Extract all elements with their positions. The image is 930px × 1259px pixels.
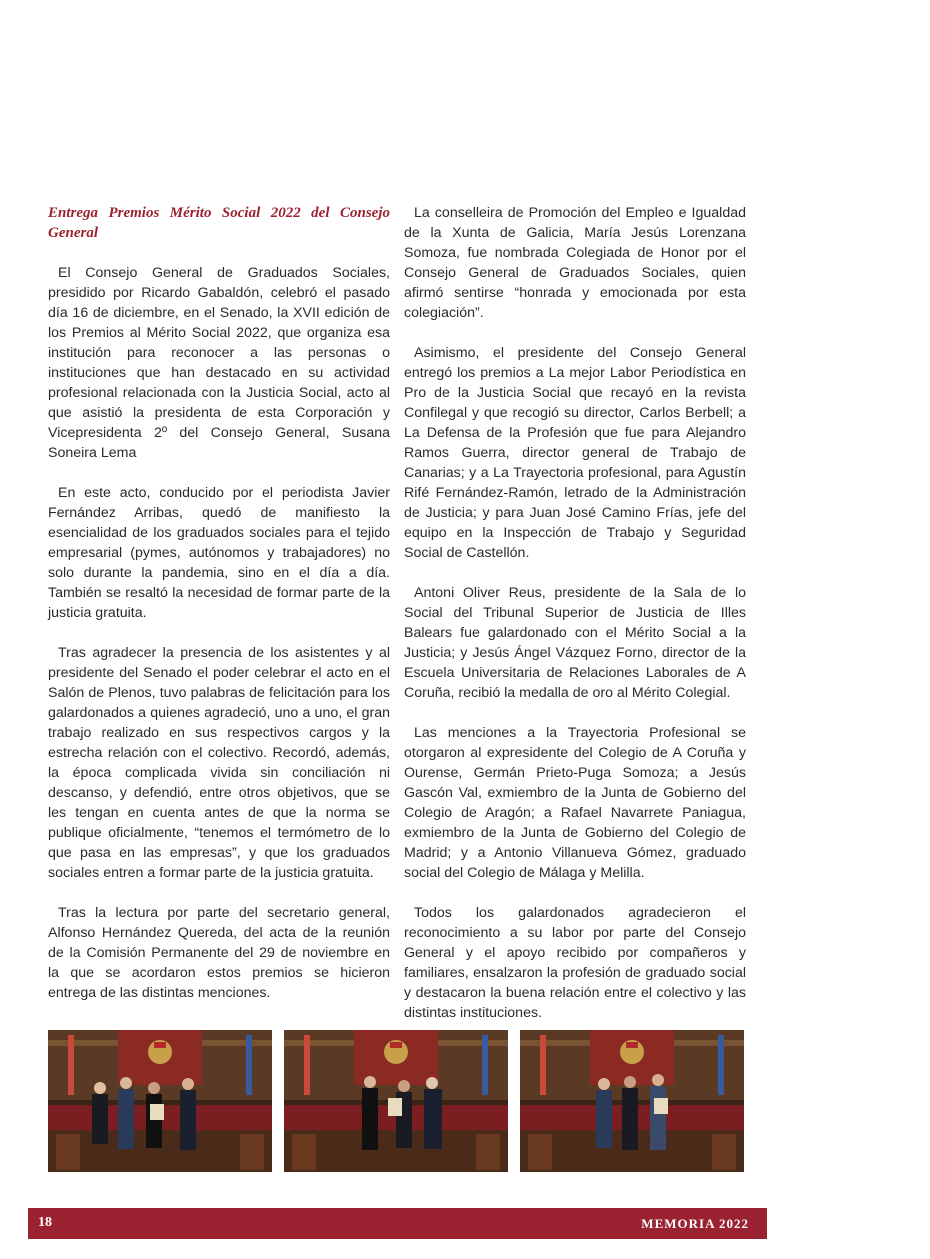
footer-bar: [28, 1208, 767, 1239]
award-photo-1: [48, 1030, 272, 1172]
article-paragraph: Tras la lectura por parte del secretario general, Alfonso Hernández Quereda, del acta de la reunión de la Comisión Permanente del 29 de noviembre en la que se acordaron estos premios se hicieron entrega de las distintas menciones.: [48, 905, 390, 1001]
article-paragraph: Tras agradecer la presencia de los asistentes y al presidente del Senado el poder celebrar el acto en el Salón de Plenos, tuvo palabras de felicitación para los galardonados a quienes agradeció, uno a uno, el gran trabajo realizado en sus respectivos cargos y la estrecha relación con el colectivo. Recordó, además, la época complicada vivida sin conciliación ni descanso, y defendió, entre otros objetivos, que se les tengan en cuenta antes de que la norma se publique oficialmente, “tenemos el termómetro de lo que pasa en las empresas”, y que los graduados sociales entren a formar parte de la justicia gratuita.: [48, 645, 390, 881]
article-paragraph: Las menciones a la Trayectoria Profesional se otorgaron al expresidente del Colegio de A Coruña y Ourense, Germán Prieto-Puga Somoza; a Jesús Gascón Val, exmiembro de la Junta de Gobierno del Colegio de Aragón; a Rafael Navarrete Paniagua, exmiembro de la Junta de Gobierno del Colegio de Madrid; y a Antonio Villanueva Gómez, graduado social del Colegio de Málaga y Melilla.: [404, 725, 746, 881]
article-title: Entrega Premios Mérito Social 2022 del Consejo General: [48, 205, 390, 241]
article-right-column: [404, 203, 746, 1043]
publication-title: MEMORIA 2022: [641, 1216, 749, 1231]
article-paragraph: Todos los galardonados agradecieron el reconocimiento a su labor por parte del Consejo General y el apoyo recibido por compañeros y familiares, ensalzaron la profesión de graduado social y destacaron la buena relación entre el colectivo y las distintas instituciones.: [404, 905, 746, 1021]
article-paragraph: El Consejo General de Graduados Sociales, presidido por Ricardo Gabaldón, celebró el pasado día 16 de diciembre, en el Senado, la XVII edición de los Premios al Mérito Social 2022, que organiza esa institución para reconocer a las personas o instituciones que han destacado en su actividad profesional relacionada con la Justicia Social, acto al que asistió la presidenta de esta Corporación y Vicepresidenta 2º del Consejo General, Susana Soneira Lema: [48, 265, 390, 461]
award-photo-3: [520, 1030, 744, 1172]
article-left-column: [48, 203, 390, 1023]
article-paragraph: Antoni Oliver Reus, presidente de la Sala de lo Social del Tribunal Superior de Justicia de Illes Balears fue galardonado con el Mérito Social a la Justicia; y Jesús Ángel Vázquez Forno, director de la Escuela Universitaria de Relaciones Laborales de A Coruña, recibió la medalla de oro al Mérito Colegial.: [404, 585, 746, 701]
photo-strip: [48, 1030, 745, 1172]
article-paragraph: Asimismo, el presidente del Consejo General entregó los premios a La mejor Labor Periodística en Pro de la Justicia Social que recayó en la revista Confilegal y que recogió su director, Carlos Berbell; a La Defensa de la Profesión que fue para Alejandro Ramos Guerra, director general de Trabajo de Canarias; y a La Trayectoria profesional, para Agustín Rifé Fernández-Ramón, letrado de la Administración de Justicia; y para Juan José Camino Frías, jefe del equipo en la Inspección de Trabajo y Seguridad Social de Castellón.: [404, 345, 746, 561]
article-paragraph: En este acto, conducido por el periodista Javier Fernández Arribas, quedó de manifiesto la esencialidad de los graduados sociales para el tejido empresarial (pymes, autónomos y trabajadores) no solo durante la pandemia, sino en el día a día. También se resaltó la necesidad de formar parte de la justicia gratuita.: [48, 485, 390, 621]
award-photo-2: [284, 1030, 508, 1172]
article-paragraph: La conselleira de Promoción del Empleo e Igualdad de la Xunta de Galicia, María Jesús Lorenzana Somoza, fue nombrada Colegiada de Honor por el Consejo General de Graduados Sociales, quien afirmó sentirse “honrada y emocionada por esta colegiación”.: [404, 205, 746, 321]
page-number: 18: [38, 1215, 52, 1230]
